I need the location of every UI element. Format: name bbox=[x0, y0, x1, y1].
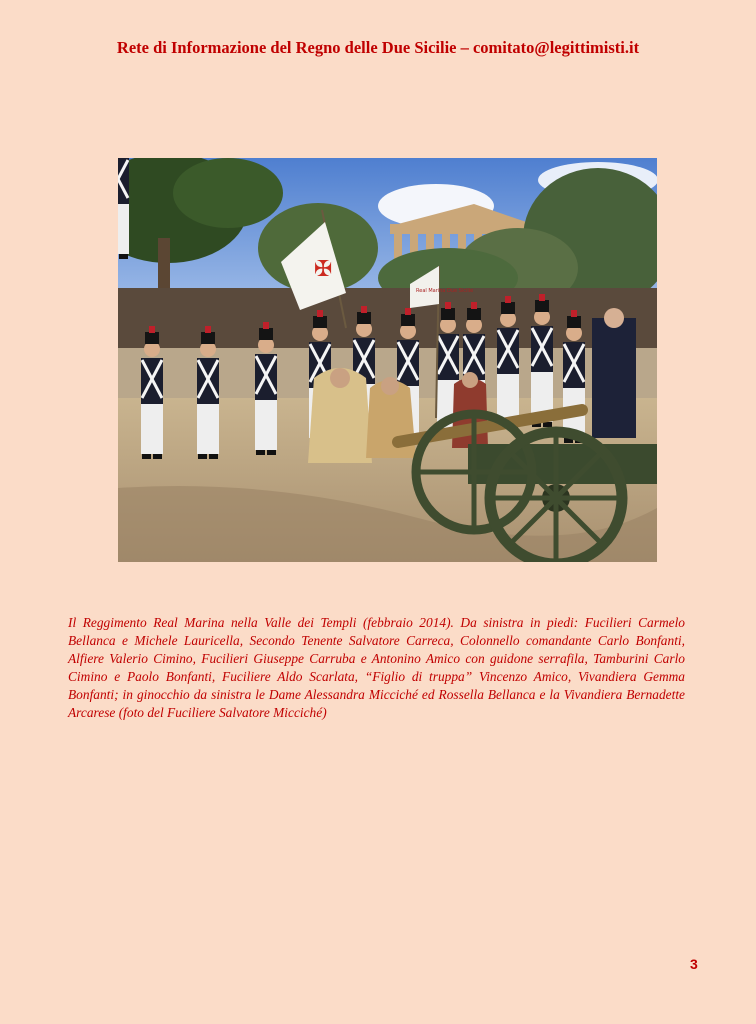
photo-caption: Il Reggimento Real Marina nella Valle dei Templi (febbraio 2014). Da sinistra in piedi: Fucilieri Carmelo Bellanca e Michele Lauricella, Secondo Tenente Salvatore Carreca, Colonnello comandante Carlo Bonfanti, Alfiere Valerio Cimino, Fucilieri Giuseppe Carruba e Antonino Amico con guidone serrafila, Tamburini Carlo Cimino e Paolo Bonfanti, Fuciliere Aldo Scarlata, “Figlio di truppa” Vincenzo Amico, Vivandiera Gemma Bonfanti; in ginocchio da sinistra le Dame Alessandra Micciché ed Rossella Bellanca e la Vivandiera Bernadette Arcarese (foto del Fuciliere Salvatore Micciché) bbox=[68, 615, 685, 720]
page-number: 3 bbox=[690, 956, 698, 972]
svg-text:✠: ✠ bbox=[314, 257, 333, 282]
guidon-text: Real Marina Due Sicilie bbox=[416, 288, 474, 294]
photo-regiment-valle-dei-templi bbox=[118, 158, 657, 562]
page-header: Rete di Informazione del Regno delle Due Sicilie – comitato@legittimisti.it bbox=[116, 38, 640, 57]
